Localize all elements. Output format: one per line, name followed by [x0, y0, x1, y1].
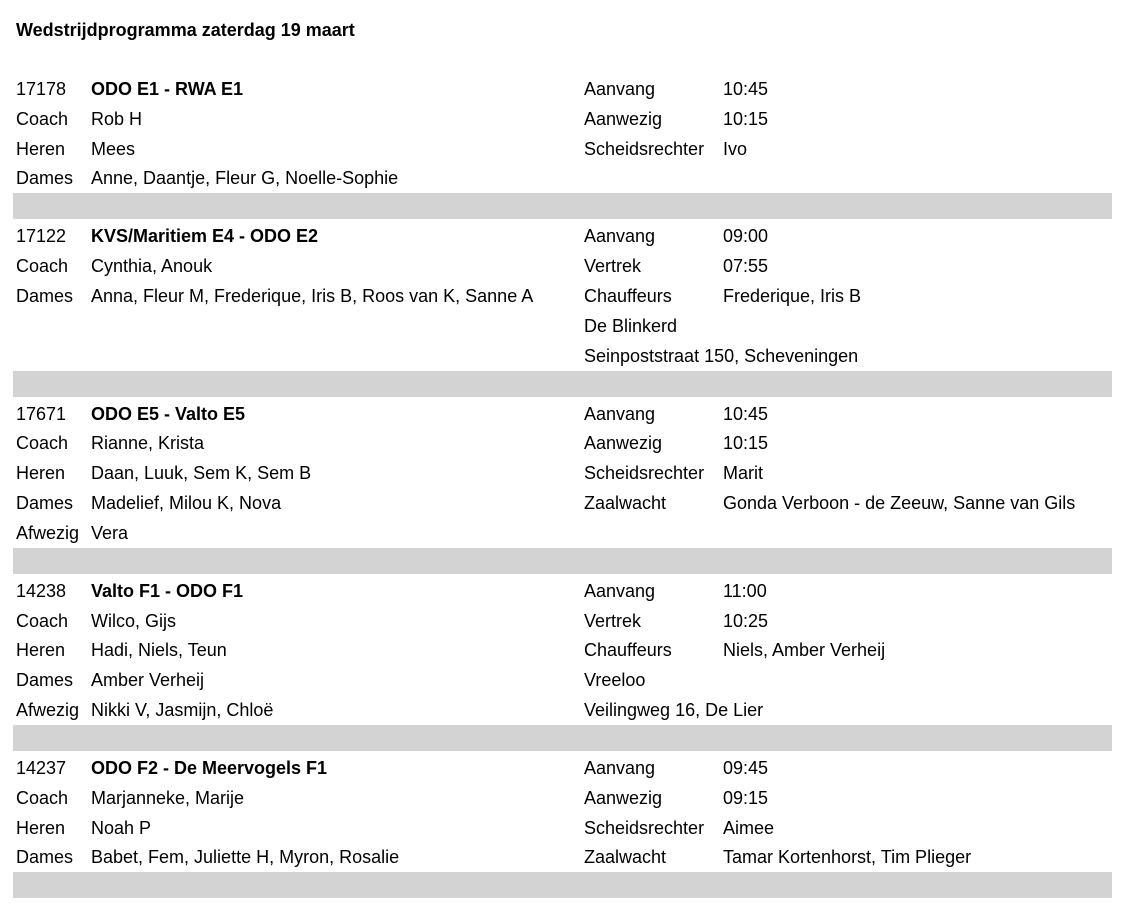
field-label: Afwezig — [16, 700, 80, 720]
field-value: Marjanneke, Marije — [91, 787, 245, 808]
field-label: Aanvang — [584, 580, 656, 601]
match-row — [0, 846, 1128, 868]
separator-bar — [13, 193, 1112, 219]
match-title: ODO F2 - De Meervogels F1 — [91, 758, 328, 778]
field-label: Heren — [16, 640, 66, 661]
field-value: 10:25 — [723, 610, 769, 631]
match-title: ODO E1 - RWA E1 — [91, 79, 244, 99]
field-value: Marit — [723, 463, 763, 484]
field-value: 09:00 — [723, 226, 769, 247]
match-title: KVS/Maritiem E4 - ODO E2 — [91, 226, 319, 247]
field-value: Amber Verheij — [91, 670, 205, 691]
field-value: Hadi, Niels, Teun — [91, 640, 227, 661]
field-value: Rob H — [91, 108, 143, 129]
field-label: Coach — [16, 108, 69, 129]
match-id: 17671 — [16, 403, 67, 424]
match-row — [0, 580, 1128, 602]
match-row — [0, 699, 1128, 721]
field-value: Rianne, Krista — [91, 433, 205, 454]
field-label: Heren — [16, 138, 66, 159]
match-row — [0, 345, 1128, 367]
field-label: Coach — [16, 787, 69, 808]
field-label: Heren — [16, 817, 66, 838]
match-row — [0, 315, 1128, 337]
page-title: Wedstrijdprogramma zaterdag 19 maart — [16, 20, 355, 40]
field-label: Afwezig — [16, 522, 80, 543]
field-label: Zaalwacht — [584, 847, 667, 868]
separator-bar — [13, 371, 1112, 397]
field-value: Aimee — [723, 817, 775, 838]
field-label: Aanwezig — [584, 433, 663, 454]
field-value: Babet, Fem, Juliette H, Myron, Rosalie — [91, 847, 400, 868]
field-label: Dames — [16, 847, 74, 868]
separator-bar — [13, 725, 1112, 751]
match-row — [0, 462, 1128, 484]
field-value: 11:00 — [723, 580, 767, 601]
field-label: Vertrek — [584, 256, 642, 277]
match-row — [0, 787, 1128, 809]
field-label: Coach — [16, 433, 69, 454]
match-row — [0, 225, 1128, 247]
match-row — [0, 522, 1128, 544]
field-label: Chauffeurs — [584, 286, 672, 306]
field-label: Dames — [16, 168, 74, 189]
field-value: Niels, Amber Verheij — [723, 640, 886, 661]
match-id: 14237 — [16, 758, 67, 778]
match-title: Valto F1 - ODO F1 — [91, 580, 244, 601]
location-line: Vreeloo — [584, 670, 646, 691]
match-row — [0, 817, 1128, 839]
field-value: Madelief, Milou K, Nova — [91, 493, 282, 513]
field-value: Gonda Verboon - de Zeeuw, Sanne van Gils — [723, 493, 1076, 513]
location-line: Veilingweg 16, De Lier — [584, 700, 764, 720]
match-row — [0, 285, 1128, 307]
field-value: Anna, Fleur M, Frederique, Iris B, Roos van K, Sanne A — [91, 286, 534, 306]
match-row — [0, 492, 1128, 514]
match-row — [0, 610, 1128, 632]
separator-bar — [13, 548, 1112, 574]
field-label: Chauffeurs — [584, 640, 672, 661]
match-row — [0, 138, 1128, 160]
field-value: Daan, Luuk, Sem K, Sem B — [91, 463, 312, 484]
match-row — [0, 639, 1128, 661]
field-value: 07:55 — [723, 256, 769, 277]
match-row — [0, 757, 1128, 779]
match-row — [0, 432, 1128, 454]
field-value: Frederique, Iris B — [723, 286, 862, 306]
match-row — [0, 669, 1128, 691]
field-label: Scheidsrechter — [584, 463, 705, 484]
field-label: Scheidsrechter — [584, 817, 705, 838]
field-label: Aanvang — [584, 403, 656, 424]
match-row — [0, 78, 1128, 100]
field-label: Aanwezig — [584, 787, 663, 808]
field-value: Nikki V, Jasmijn, Chloë — [91, 700, 274, 720]
match-title: ODO E5 - Valto E5 — [91, 403, 246, 424]
field-label: Dames — [16, 493, 74, 513]
field-value: 10:45 — [723, 79, 769, 99]
field-label: Coach — [16, 610, 69, 631]
location-line: Seinpoststraat 150, Scheveningen — [584, 345, 859, 366]
field-value: 10:45 — [723, 403, 769, 424]
field-label: Dames — [16, 670, 74, 691]
match-id: 14238 — [16, 580, 67, 601]
match-row — [0, 167, 1128, 189]
field-label: Aanvang — [584, 79, 656, 99]
field-value: 10:15 — [723, 108, 769, 129]
field-value: Wilco, Gijs — [91, 610, 176, 631]
field-label: Aanwezig — [584, 108, 663, 129]
match-id: 17122 — [16, 226, 67, 247]
field-label: Dames — [16, 286, 74, 306]
field-label: Aanvang — [584, 226, 656, 247]
location-line: De Blinkerd — [584, 315, 678, 336]
match-id: 17178 — [16, 79, 67, 99]
field-value: Tamar Kortenhorst, Tim Plieger — [723, 847, 972, 868]
field-label: Vertrek — [584, 610, 642, 631]
field-value: 09:15 — [723, 787, 769, 808]
field-label: Heren — [16, 463, 66, 484]
field-value: Vera — [91, 522, 129, 543]
field-label: Coach — [16, 256, 69, 277]
field-value: 09:45 — [723, 758, 769, 778]
match-row — [0, 255, 1128, 277]
field-value: Noah P — [91, 817, 152, 838]
field-value: Mees — [91, 138, 136, 159]
field-label: Zaalwacht — [584, 493, 667, 513]
field-value: Anne, Daantje, Fleur G, Noelle-Sophie — [91, 168, 399, 189]
match-row — [0, 403, 1128, 425]
field-label: Aanvang — [584, 758, 656, 778]
match-row — [0, 108, 1128, 130]
field-value: Cynthia, Anouk — [91, 256, 213, 277]
field-value: Ivo — [723, 138, 748, 159]
field-label: Scheidsrechter — [584, 138, 705, 159]
separator-bar — [13, 872, 1112, 898]
field-value: 10:15 — [723, 433, 769, 454]
